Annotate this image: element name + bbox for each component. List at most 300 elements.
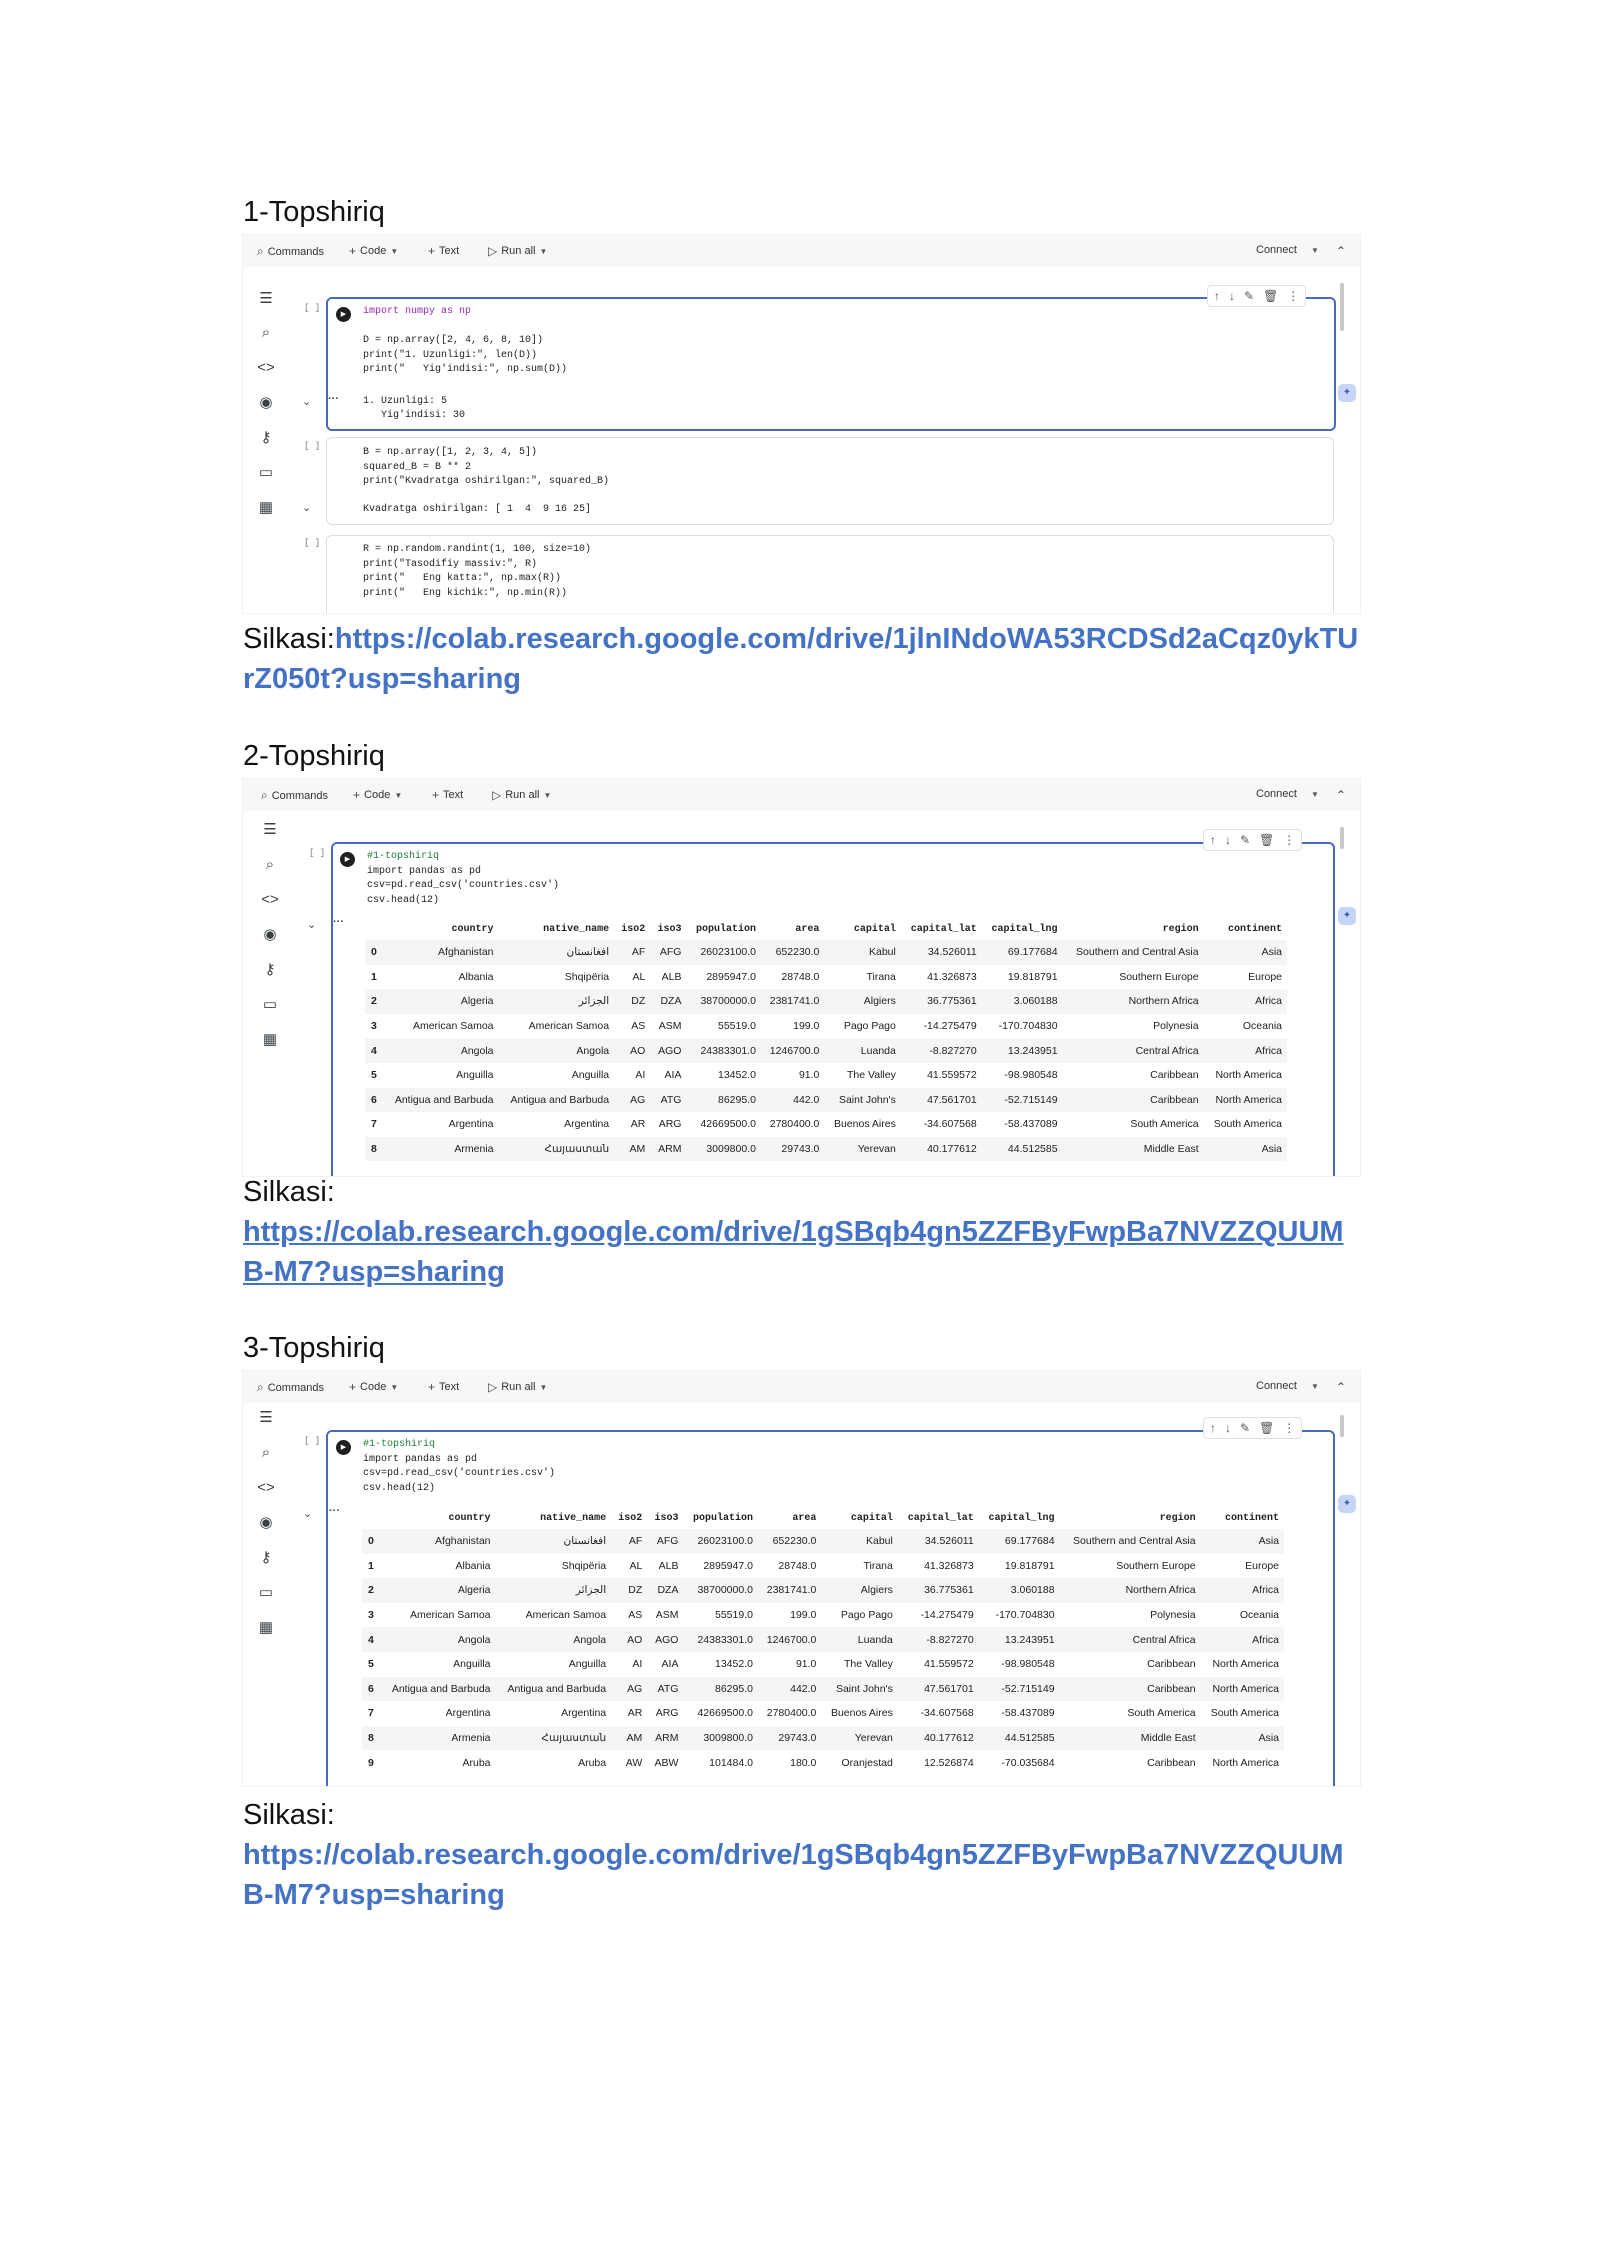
table-cell: Kabul bbox=[824, 940, 900, 965]
table-cell: AW bbox=[625, 1756, 643, 1769]
table-cell: Argentina bbox=[564, 1118, 610, 1131]
secrets-key-icon[interactable]: ⚷ bbox=[260, 429, 272, 446]
table-cell: افغانستان bbox=[499, 940, 615, 965]
column-header: area bbox=[795, 923, 820, 935]
table-cell: Algeria bbox=[380, 1578, 496, 1603]
row-index: 9 bbox=[368, 1756, 374, 1769]
table-cell: افغانستان bbox=[496, 1529, 612, 1554]
table-cell: 652230.0 bbox=[761, 940, 824, 965]
table-cell: -58.437089 bbox=[1001, 1707, 1055, 1720]
chevron-down-icon: ▼ bbox=[1310, 245, 1319, 255]
cell-bracket: [ ] bbox=[304, 538, 321, 548]
table-row bbox=[362, 1603, 1284, 1628]
commands-button[interactable] bbox=[257, 1380, 324, 1395]
table-cell: Africa bbox=[1204, 989, 1287, 1014]
code-label: Code bbox=[364, 789, 391, 801]
data-table-icon[interactable]: ▦ bbox=[258, 499, 274, 516]
table-cell: 41.326873 bbox=[924, 1559, 974, 1572]
cell-bracket: [ ] bbox=[309, 848, 326, 858]
table-cell: North America bbox=[1201, 1677, 1284, 1702]
find-icon[interactable]: ⌕ bbox=[265, 856, 275, 873]
run-all-label: Run all bbox=[505, 789, 540, 801]
row-index: 7 bbox=[371, 1118, 377, 1131]
chevron-down-icon: ▼ bbox=[539, 1382, 548, 1392]
move-down-icon[interactable]: ↓ bbox=[1225, 833, 1231, 847]
files-folder-icon[interactable]: ▭ bbox=[262, 996, 278, 1013]
table-cell: Saint John's bbox=[821, 1677, 897, 1702]
code-line: print("Tasodifiy massiv:", R) bbox=[363, 558, 538, 570]
table-cell: AL bbox=[632, 970, 646, 983]
table-cell: الجزائر bbox=[499, 989, 615, 1014]
run-all-button[interactable] bbox=[492, 788, 551, 802]
table-cell: ARG bbox=[658, 1118, 682, 1131]
colab-toolbar bbox=[243, 779, 1360, 811]
output-line: Kvadratga oshirilgan: [ 1 4 9 16 25] bbox=[363, 504, 592, 515]
column-header: capital_lat bbox=[907, 1512, 974, 1524]
table-cell: AR bbox=[630, 1118, 646, 1131]
table-cell: Asia bbox=[1201, 1529, 1284, 1554]
table-cell: The Valley bbox=[844, 1658, 893, 1671]
row-index: 5 bbox=[371, 1069, 377, 1082]
table-cell: 40.177612 bbox=[901, 1137, 982, 1162]
table-cell: Հայաստան bbox=[496, 1726, 612, 1751]
table-cell: ARG bbox=[655, 1707, 679, 1720]
table-row bbox=[365, 965, 1287, 990]
colab-screenshot-1 bbox=[243, 235, 1360, 613]
table-cell: Pago Pago bbox=[840, 1609, 893, 1622]
table-cell: 199.0 bbox=[790, 1609, 817, 1622]
table-cell: Antigua and Barbuda bbox=[383, 1088, 499, 1113]
column-header: iso2 bbox=[621, 923, 646, 935]
table-of-contents-icon[interactable]: ☰ bbox=[263, 821, 277, 838]
table-cell: North America bbox=[1204, 1088, 1287, 1113]
table-cell: Angola bbox=[496, 1627, 612, 1652]
table-cell: -70.035684 bbox=[1001, 1756, 1055, 1769]
table-cell: AGO bbox=[647, 1627, 683, 1652]
row-index: 8 bbox=[362, 1726, 380, 1751]
table-cell: 86295.0 bbox=[686, 1088, 760, 1113]
code-snippets-icon[interactable]: <> bbox=[257, 1479, 275, 1496]
table-cell: North America bbox=[1212, 1658, 1279, 1671]
column-header: population bbox=[695, 923, 756, 935]
table-cell: ALB bbox=[661, 970, 682, 983]
table-row bbox=[365, 989, 1287, 1014]
table-cell: Angola bbox=[499, 1038, 615, 1063]
cell-toolbar bbox=[1207, 285, 1306, 307]
table-cell: -8.827270 bbox=[901, 1038, 982, 1063]
table-cell: South America bbox=[1130, 1118, 1199, 1131]
table-cell: 34.526011 bbox=[901, 940, 982, 965]
table-cell: AFG bbox=[647, 1529, 683, 1554]
cell-bracket: [ ] bbox=[304, 441, 321, 451]
colab-link[interactable]: https://colab.research.google.com/drive/1gSBqb4gn5ZZFByFwpBa7NVZZQUUMB-M7?usp=sharing bbox=[243, 1839, 1344, 1911]
chevron-down-icon: ▼ bbox=[1310, 789, 1319, 799]
link-label: Silkasi: bbox=[243, 623, 335, 655]
table-cell: 199.0 bbox=[793, 1020, 820, 1033]
scrollbar[interactable] bbox=[1340, 1415, 1344, 1437]
code-cell-1-source[interactable] bbox=[363, 305, 567, 378]
table-row bbox=[365, 1088, 1287, 1113]
table-cell: Pago Pago bbox=[843, 1020, 896, 1033]
table-cell: AL bbox=[629, 1559, 643, 1572]
table-row bbox=[362, 1554, 1284, 1579]
table-of-contents-icon[interactable]: ☰ bbox=[259, 1409, 273, 1426]
gemini-icon[interactable]: ✦ bbox=[1338, 1495, 1356, 1513]
column-header: country bbox=[451, 923, 494, 935]
table-cell: AS bbox=[631, 1020, 646, 1033]
add-code-button[interactable] bbox=[349, 1380, 398, 1394]
edit-icon[interactable]: ✎ bbox=[1244, 289, 1255, 303]
table-cell: 86295.0 bbox=[683, 1677, 757, 1702]
table-cell: Asia bbox=[1204, 1137, 1287, 1162]
table-cell: 28748.0 bbox=[778, 1559, 817, 1572]
move-up-icon[interactable]: ↑ bbox=[1214, 289, 1220, 303]
code-line: print(" Eng katta:", np.max(R)) bbox=[363, 573, 562, 584]
data-table-icon[interactable]: ▦ bbox=[258, 1619, 274, 1636]
colab-link[interactable]: https://colab.research.google.com/drive/1gSBqb4gn5ZZFByFwpBa7NVZZQUUMB-M7?usp=sharing bbox=[243, 1216, 1344, 1288]
table-cell: Shqipëria bbox=[561, 1559, 607, 1572]
column-header: continent bbox=[1227, 923, 1282, 935]
code-line: csv=pd.read_csv('countries.csv') bbox=[363, 1468, 556, 1479]
add-code-button[interactable] bbox=[349, 244, 398, 258]
table-cell: 652230.0 bbox=[758, 1529, 821, 1554]
table-cell: AIA bbox=[661, 1658, 679, 1671]
secrets-key-icon[interactable]: ⚷ bbox=[264, 961, 276, 978]
table-row bbox=[362, 1726, 1284, 1751]
table-cell: 442.0 bbox=[761, 1088, 824, 1113]
table-row bbox=[362, 1578, 1284, 1603]
column-header: area bbox=[792, 1512, 817, 1524]
table-cell: ARM bbox=[650, 1137, 686, 1162]
cell-bracket: [ ] bbox=[304, 1436, 321, 1446]
table-cell: 91.0 bbox=[795, 1658, 817, 1671]
collapse-output-icon[interactable]: ⌄ bbox=[302, 396, 312, 408]
table-cell: Buenos Aires bbox=[830, 1707, 893, 1720]
table-cell: AF bbox=[614, 940, 650, 965]
table-cell: 2780400.0 bbox=[766, 1707, 817, 1720]
table-cell: 26023100.0 bbox=[683, 1529, 757, 1554]
table-cell: Argentina bbox=[448, 1118, 494, 1131]
table-cell: 2381741.0 bbox=[761, 989, 824, 1014]
run-all-button[interactable] bbox=[488, 244, 547, 258]
delete-icon[interactable]: 🗑 bbox=[1263, 289, 1279, 303]
code-cell-3-source[interactable] bbox=[363, 543, 591, 601]
table-cell: 26023100.0 bbox=[686, 940, 760, 965]
edit-icon[interactable]: ✎ bbox=[1240, 1421, 1251, 1435]
table-cell: Luanda bbox=[821, 1627, 897, 1652]
table-cell: AI bbox=[632, 1658, 643, 1671]
table-cell: Yerevan bbox=[821, 1726, 897, 1751]
table-row bbox=[362, 1677, 1284, 1702]
table-cell: ASM bbox=[655, 1609, 679, 1622]
table-cell: 19.818791 bbox=[1004, 1559, 1055, 1572]
find-icon[interactable]: ⌕ bbox=[261, 1444, 271, 1461]
table-cell: AO bbox=[611, 1627, 647, 1652]
table-cell: South America bbox=[1210, 1707, 1279, 1720]
table-cell: AG bbox=[614, 1088, 650, 1113]
code-line: csv.head(12) bbox=[367, 894, 440, 906]
task2-link bbox=[243, 1172, 1363, 1292]
table-cell: Armenia bbox=[383, 1137, 499, 1162]
table-row bbox=[365, 940, 1287, 965]
column-header: capital bbox=[853, 923, 896, 935]
table-cell: DZ bbox=[611, 1578, 647, 1603]
column-header: continent bbox=[1224, 1512, 1279, 1524]
table-cell: 3.060188 bbox=[982, 989, 1063, 1014]
table-cell: 40.177612 bbox=[898, 1726, 979, 1751]
code-snippets-icon[interactable]: <> bbox=[261, 891, 279, 908]
commands-label: Commands bbox=[271, 789, 328, 802]
code-snippets-icon[interactable]: <> bbox=[257, 359, 275, 376]
table-cell: Aruba bbox=[462, 1756, 491, 1769]
code-line: print("1. Uzunligi:", len(D)) bbox=[363, 349, 538, 361]
column-header: region bbox=[1159, 1512, 1196, 1524]
code-line: B = np.array([1, 2, 3, 4, 5]) bbox=[363, 447, 538, 458]
table-cell: -14.275479 bbox=[920, 1609, 974, 1622]
table-cell: Antigua and Barbuda bbox=[499, 1088, 615, 1113]
table-cell: -34.607568 bbox=[923, 1118, 977, 1131]
table-cell: ATG bbox=[647, 1677, 683, 1702]
table-row bbox=[365, 1014, 1287, 1039]
table-cell: 38700000.0 bbox=[686, 989, 760, 1014]
run-cell-icon[interactable]: ▶ bbox=[336, 307, 351, 322]
column-header: native_name bbox=[543, 923, 610, 935]
table-cell: 55519.0 bbox=[714, 1609, 753, 1622]
table-cell: The Valley bbox=[847, 1069, 896, 1082]
code-line: #1-topshiriq bbox=[367, 851, 440, 862]
table-cell: -170.704830 bbox=[998, 1020, 1058, 1033]
table-cell: AI bbox=[635, 1069, 646, 1082]
data-table-icon[interactable]: ▦ bbox=[262, 1031, 278, 1048]
table-cell: American Samoa bbox=[412, 1020, 494, 1033]
table-cell: AS bbox=[628, 1609, 643, 1622]
column-header: capital_lng bbox=[988, 1512, 1055, 1524]
table-cell: Caribbean bbox=[1150, 1069, 1199, 1082]
table-header-row bbox=[362, 1507, 1284, 1529]
table-cell: Europe bbox=[1245, 1559, 1279, 1572]
table-cell: 41.326873 bbox=[927, 970, 977, 983]
variables-icon[interactable]: ◉ bbox=[259, 1514, 273, 1531]
table-cell: 41.559572 bbox=[927, 1069, 977, 1082]
table-cell: DZ bbox=[614, 989, 650, 1014]
side-rail bbox=[243, 1403, 291, 1786]
row-index: 2 bbox=[365, 989, 383, 1014]
output-menu-icon[interactable]: ··· bbox=[328, 393, 339, 405]
table-cell: Northern Africa bbox=[1060, 1578, 1201, 1603]
chevron-down-icon: ▼ bbox=[543, 790, 552, 800]
table-cell: -98.980548 bbox=[1004, 1069, 1058, 1082]
link-label: Silkasi: bbox=[243, 1176, 335, 1208]
commands-button[interactable] bbox=[261, 788, 328, 803]
gemini-icon[interactable]: ✦ bbox=[1338, 907, 1356, 925]
row-index: 4 bbox=[362, 1627, 380, 1652]
plus-icon: + bbox=[428, 244, 436, 258]
table-cell: Southern and Central Asia bbox=[1063, 940, 1204, 965]
task1-link bbox=[243, 619, 1363, 699]
edit-icon[interactable]: ✎ bbox=[1240, 833, 1251, 847]
table-cell: DZA bbox=[650, 989, 686, 1014]
row-index: 4 bbox=[365, 1038, 383, 1063]
table-cell: 13.243951 bbox=[979, 1627, 1060, 1652]
scrollbar[interactable] bbox=[1340, 827, 1344, 849]
column-header: native_name bbox=[540, 1512, 607, 1524]
table-cell: Tirana bbox=[866, 970, 896, 983]
gemini-icon[interactable]: ✦ bbox=[1338, 384, 1356, 402]
files-folder-icon[interactable]: ▭ bbox=[258, 1584, 274, 1601]
table-cell: 69.177684 bbox=[979, 1529, 1060, 1554]
chevron-down-icon: ▼ bbox=[390, 1382, 399, 1392]
connect-button[interactable] bbox=[1256, 244, 1319, 256]
scrollbar[interactable] bbox=[1340, 283, 1344, 331]
move-up-icon[interactable]: ↑ bbox=[1210, 1421, 1216, 1435]
colab-link[interactable]: https://colab.research.google.com/drive/1jlnINdoWA53RCDSd2aCqz0ykTUrZ050t?usp=sharing bbox=[243, 623, 1359, 695]
table-cell: Yerevan bbox=[824, 1137, 900, 1162]
column-header: iso3 bbox=[657, 923, 682, 935]
code-line: #1-topshiriq bbox=[363, 1439, 436, 1450]
collapse-output-icon[interactable]: ⌄ bbox=[307, 919, 317, 931]
table-cell: Oceania bbox=[1242, 1020, 1282, 1033]
code-cell-source[interactable] bbox=[363, 1438, 555, 1496]
output-menu-icon[interactable]: ··· bbox=[329, 1505, 340, 1517]
variables-icon[interactable]: ◉ bbox=[263, 926, 277, 943]
files-folder-icon[interactable]: ▭ bbox=[258, 464, 274, 481]
table-cell: -58.437089 bbox=[1004, 1118, 1058, 1131]
table-cell: -52.715149 bbox=[979, 1677, 1060, 1702]
chevron-down-icon: ▼ bbox=[1310, 1381, 1319, 1391]
run-cell-icon[interactable]: ▶ bbox=[336, 1440, 351, 1455]
run-cell-icon[interactable]: ▶ bbox=[340, 852, 355, 867]
table-cell: American Samoa bbox=[409, 1609, 491, 1622]
table-cell: AM bbox=[614, 1137, 650, 1162]
collapse-chevron-icon[interactable]: ⌃ bbox=[1336, 788, 1347, 802]
code-line: print(" Eng kichik:", np.min(R)) bbox=[363, 587, 568, 599]
table-cell: Anguilla bbox=[456, 1069, 494, 1082]
add-code-button[interactable] bbox=[353, 788, 402, 802]
table-cell: 19.818791 bbox=[1007, 970, 1058, 983]
table-cell: 24383301.0 bbox=[683, 1627, 757, 1652]
add-text-button[interactable] bbox=[428, 1380, 459, 1394]
move-down-icon[interactable]: ↓ bbox=[1229, 289, 1235, 303]
collapse-output-icon[interactable]: ⌄ bbox=[302, 502, 312, 514]
table-cell: 2895947.0 bbox=[703, 1559, 753, 1572]
task2-title: 2-Topshiriq bbox=[243, 740, 385, 772]
table-cell: 24383301.0 bbox=[686, 1038, 760, 1063]
row-index: 3 bbox=[371, 1020, 377, 1033]
more-options-icon[interactable]: ⋮ bbox=[1283, 833, 1296, 847]
table-cell: South America bbox=[1213, 1118, 1282, 1131]
table-cell: 36.775361 bbox=[898, 1578, 979, 1603]
code-line: D = np.array([2, 4, 6, 8, 10]) bbox=[363, 335, 544, 346]
table-cell: ARM bbox=[647, 1726, 683, 1751]
table-cell: 13.243951 bbox=[982, 1038, 1063, 1063]
table-cell: 44.512585 bbox=[982, 1137, 1063, 1162]
add-text-button[interactable] bbox=[428, 244, 459, 258]
code-cell-2-source[interactable] bbox=[363, 446, 609, 490]
table-cell: Afghanistan bbox=[383, 940, 499, 965]
table-cell: Middle East bbox=[1060, 1726, 1201, 1751]
table-header-row bbox=[365, 918, 1287, 940]
output-menu-icon[interactable]: ··· bbox=[333, 916, 344, 928]
table-cell: Europe bbox=[1248, 970, 1282, 983]
table-cell: Armenia bbox=[380, 1726, 496, 1751]
run-all-label: Run all bbox=[501, 245, 536, 257]
commands-button[interactable] bbox=[257, 244, 324, 259]
more-options-icon[interactable]: ⋮ bbox=[1287, 289, 1300, 303]
move-up-icon[interactable]: ↑ bbox=[1210, 833, 1216, 847]
table-row bbox=[362, 1627, 1284, 1652]
table-cell: 442.0 bbox=[758, 1677, 821, 1702]
connect-label: Connect bbox=[1256, 1380, 1297, 1392]
table-cell: Southern and Central Asia bbox=[1060, 1529, 1201, 1554]
table-cell: ATG bbox=[650, 1088, 686, 1113]
collapse-chevron-icon[interactable]: ⌃ bbox=[1336, 1380, 1347, 1394]
plus-icon: + bbox=[349, 1380, 357, 1394]
table-cell: 29743.0 bbox=[758, 1726, 821, 1751]
table-cell: 55519.0 bbox=[717, 1020, 756, 1033]
table-cell: 42669500.0 bbox=[697, 1707, 753, 1720]
column-header: region bbox=[1162, 923, 1199, 935]
play-icon: ▷ bbox=[488, 1380, 498, 1394]
cell-1-output bbox=[363, 395, 465, 423]
table-cell: 47.561701 bbox=[898, 1677, 979, 1702]
table-of-contents-icon[interactable]: ☰ bbox=[259, 290, 273, 307]
dataframe-table bbox=[362, 1507, 1284, 1775]
delete-icon[interactable]: 🗑 bbox=[1259, 1421, 1275, 1435]
connect-button[interactable] bbox=[1256, 1380, 1319, 1392]
move-down-icon[interactable]: ↓ bbox=[1225, 1421, 1231, 1435]
table-cell: 12.526874 bbox=[924, 1756, 974, 1769]
collapse-chevron-icon[interactable]: ⌃ bbox=[1336, 244, 1347, 258]
colab-toolbar bbox=[243, 235, 1360, 267]
table-cell: 34.526011 bbox=[898, 1529, 979, 1554]
table-cell: Oceania bbox=[1239, 1609, 1279, 1622]
code-cell-source[interactable] bbox=[367, 850, 559, 908]
table-cell: DZA bbox=[647, 1578, 683, 1603]
text-label: Text bbox=[439, 245, 460, 257]
run-all-label: Run all bbox=[501, 1381, 536, 1393]
table-cell: -170.704830 bbox=[995, 1609, 1055, 1622]
task3-link bbox=[243, 1795, 1363, 1915]
table-cell: ABW bbox=[654, 1756, 679, 1769]
delete-icon[interactable]: 🗑 bbox=[1259, 833, 1275, 847]
find-icon[interactable]: ⌕ bbox=[261, 324, 271, 341]
column-header: capital_lat bbox=[910, 923, 977, 935]
table-row bbox=[362, 1701, 1284, 1726]
search-icon: ⌕ bbox=[257, 1380, 264, 1394]
add-text-button[interactable] bbox=[432, 788, 463, 802]
table-cell: Northern Africa bbox=[1063, 989, 1204, 1014]
table-cell: -34.607568 bbox=[920, 1707, 974, 1720]
cell-2-output bbox=[363, 503, 591, 517]
code-line: R = np.random.randint(1, 100, size=10) bbox=[363, 544, 592, 555]
commands-label: Commands bbox=[267, 1381, 324, 1394]
secrets-key-icon[interactable]: ⚷ bbox=[260, 1549, 272, 1566]
collapse-output-icon[interactable]: ⌄ bbox=[303, 1508, 313, 1520]
table-cell: AG bbox=[611, 1677, 647, 1702]
run-all-button[interactable] bbox=[488, 1380, 547, 1394]
table-cell: -98.980548 bbox=[1001, 1658, 1055, 1671]
more-options-icon[interactable]: ⋮ bbox=[1283, 1421, 1296, 1435]
table-cell: Caribbean bbox=[1063, 1088, 1204, 1113]
variables-icon[interactable]: ◉ bbox=[259, 394, 273, 411]
output-line: Yig'indisi: 30 bbox=[363, 410, 466, 421]
table-cell: 3.060188 bbox=[979, 1578, 1060, 1603]
table-cell: Asia bbox=[1201, 1726, 1284, 1751]
connect-button[interactable] bbox=[1256, 788, 1319, 800]
table-cell: AGO bbox=[650, 1038, 686, 1063]
table-cell: Anguilla bbox=[568, 1658, 607, 1671]
column-header bbox=[365, 918, 383, 940]
